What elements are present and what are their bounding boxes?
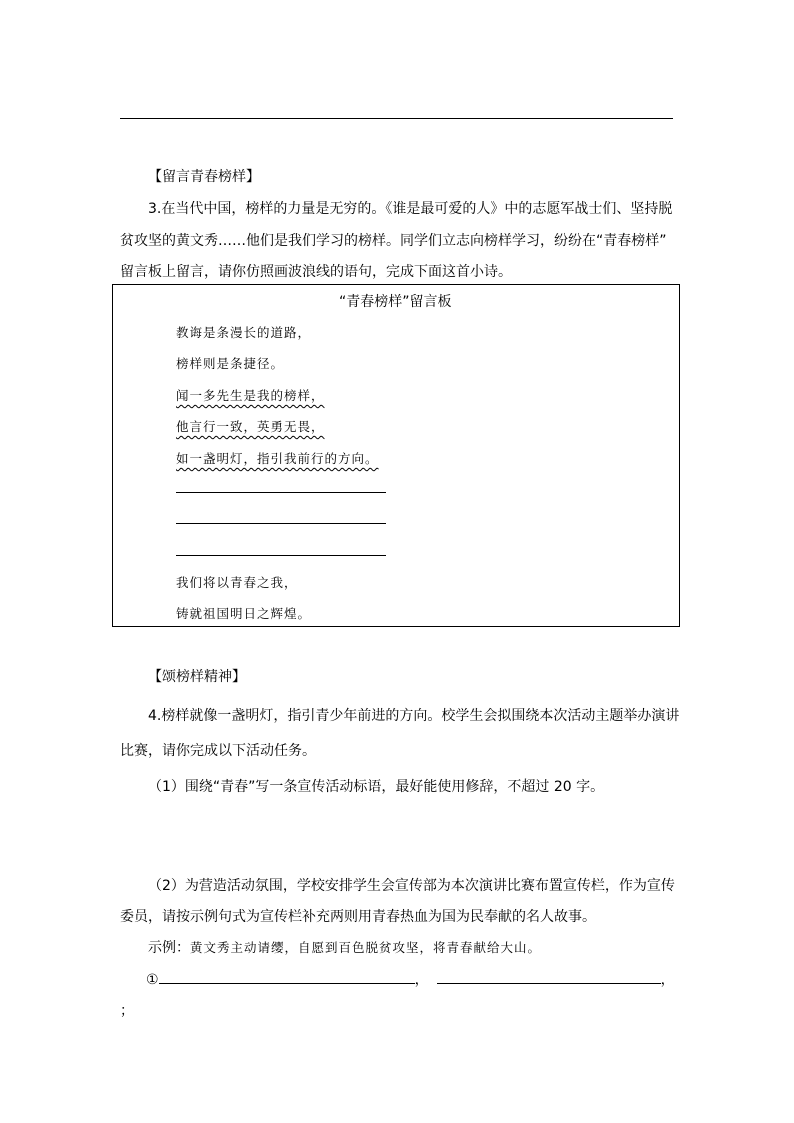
- poem-wavy-line-2: 他言行一致，英勇无畏，: [176, 419, 325, 434]
- example-label: 示例：: [148, 940, 190, 956]
- answer-blank-1[interactable]: [159, 970, 415, 984]
- question-3-line-3: 留言板上留言，请你仿照画波浪线的语句，完成下面这首小诗。: [120, 264, 512, 280]
- poem-answer-blank-2[interactable]: [176, 523, 386, 524]
- poem-answer-blank-3[interactable]: [176, 555, 386, 556]
- question-4-line-2: 比赛，请你完成以下活动任务。: [120, 743, 316, 759]
- sub-question-2-line-1: （2）为营造活动氛围，学校安排学生会宣传部为本次演讲比赛布置宣传栏，作为宣传: [148, 878, 675, 894]
- answer-row-semicolon: ；: [120, 1003, 134, 1019]
- question-4-line-1: 4.榜样就像一盏明灯，指引青少年前进的方向。校学生会拟围绕本次活动主题举办演讲: [148, 708, 680, 724]
- question-3-line-2: 贫攻坚的黄文秀……他们是我们学习的榜样。同学们立志向榜样学习，纷纷在“青春榜样”: [120, 233, 667, 249]
- answer-comma-1: ，: [414, 972, 429, 988]
- sub-question-2-line-2: 委员，请按示例句式为宣传栏补充两则用青春热血为国为民奉献的名人故事。: [120, 909, 596, 925]
- answer-marker: ①: [146, 972, 159, 988]
- question-3-line-1: 3.在当代中国，榜样的力量是无穷的。《谁是最可爱的人》中的志愿军战士们、坚持脱: [148, 201, 673, 217]
- message-board-title: “青春榜样”留言板: [339, 294, 452, 310]
- poem-line-2: 榜样则是条捷径。: [176, 356, 285, 371]
- poem-wavy-line-3: 如一盏明灯，指引我前行的方向。: [176, 451, 379, 466]
- answer-row-1: [146, 969, 675, 989]
- poem-closing-line-1: 我们将以青春之我，: [176, 575, 298, 590]
- poem-closing-line-2: 铸就祖国明日之辉煌。: [176, 606, 312, 621]
- answer-blank-2[interactable]: [437, 970, 661, 984]
- header-rule: [120, 118, 673, 119]
- poem-wavy-line-1: 闻一多先生是我的榜样，: [176, 388, 325, 403]
- poem-line-1: 教诲是条漫长的道路，: [176, 325, 312, 340]
- answer-comma-2: ，: [660, 972, 675, 988]
- example-text: 黄文秀主动请缨，自愿到百色脱贫攻坚，将青春献给大山。: [190, 940, 542, 955]
- poem-answer-blank-1[interactable]: [176, 492, 386, 493]
- sub-question-1: （1）围绕“青春”写一条宣传活动标语，最好能使用修辞，不超过 20 字。: [148, 779, 605, 795]
- section-heading-song: 【颂榜样精神】: [148, 669, 246, 685]
- example-row: [148, 937, 541, 957]
- section-heading-liuyan: 【留言青春榜样】: [148, 169, 260, 185]
